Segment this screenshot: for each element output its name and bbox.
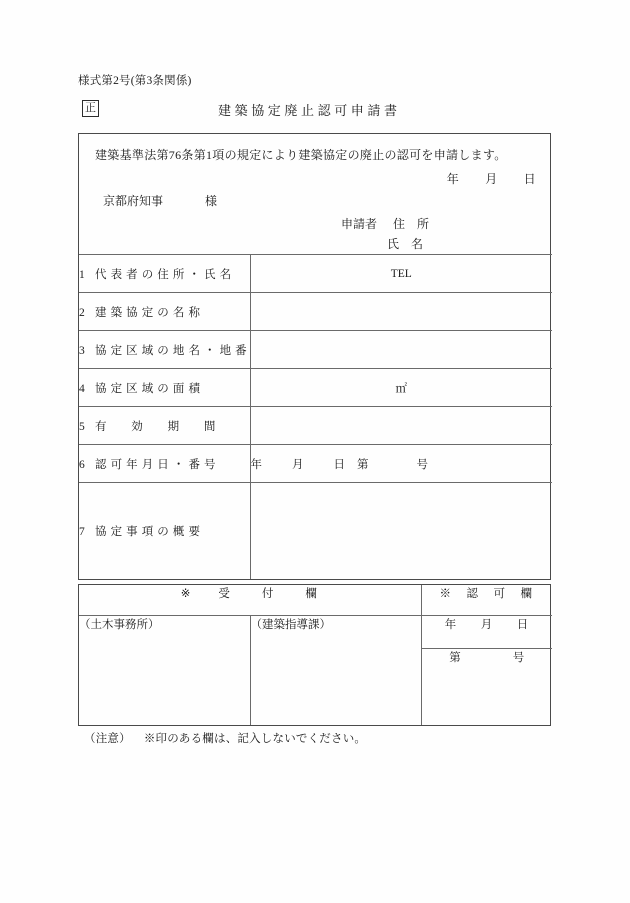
table-row — [79, 331, 552, 369]
row-value-4[interactable]: ㎡ — [250, 369, 552, 407]
official-use-table — [78, 584, 551, 726]
official-body-row — [79, 616, 552, 726]
row-label-text-1: 代 表 者 の 住 所 ・ 氏 名 — [95, 268, 232, 281]
table-row — [79, 483, 552, 580]
footnote-text: ※印のある欄は、記入しないでください。 — [143, 733, 367, 745]
approval-date-line[interactable] — [422, 616, 553, 649]
applicant-label: 申請者 — [341, 217, 378, 231]
row-number-3: 3 — [79, 344, 85, 357]
approval-number-row — [422, 649, 553, 726]
building-division-cell[interactable]: （建築指導課） — [250, 616, 421, 726]
row-label-text-3: 協 定 区 域 の 地 名 ・ 地 番 — [95, 344, 248, 357]
appr-month-label: 月 — [480, 619, 493, 631]
date-day-label: 日 — [523, 172, 536, 186]
row-label-1 — [79, 255, 250, 293]
row-value-1[interactable]: TEL — [250, 255, 552, 293]
footnote-prefix: （注意） — [84, 733, 131, 745]
submission-date — [447, 170, 536, 187]
table-row — [79, 255, 552, 293]
appr-dai-label: 第 — [449, 652, 461, 664]
approval-year-label: 年 — [250, 458, 262, 471]
table-row-intro — [79, 134, 552, 255]
receipt-header-uke: 受 — [218, 588, 232, 600]
civil-office-cell[interactable]: （土木事務所） — [79, 616, 250, 726]
receipt-mark-icon: ※ — [180, 588, 193, 600]
row-number-6: 6 — [79, 458, 85, 471]
row-label-4 — [79, 369, 250, 407]
addressee-line — [103, 192, 217, 209]
row-number-5: 5 — [79, 420, 85, 433]
row-number-4: 4 — [79, 382, 85, 395]
row-label-2 — [79, 293, 250, 331]
row-label-text-4: 協 定 区 域 の 面 積 — [95, 382, 201, 395]
addressee-name: 京都府知事 — [103, 194, 164, 208]
date-month-label: 月 — [485, 172, 498, 186]
row-label-7 — [79, 483, 250, 580]
appr-go-label: 号 — [512, 652, 525, 664]
appr-day-label: 日 — [516, 619, 529, 631]
approval-go-label: 号 — [416, 458, 428, 471]
receipt-section-header — [79, 585, 421, 616]
row-value-2[interactable] — [250, 293, 552, 331]
approval-section-header: ※ 認 可 欄 — [421, 585, 552, 616]
row-value-7[interactable] — [250, 483, 552, 580]
intro-cell — [79, 134, 552, 255]
applicant-address-line — [341, 215, 429, 232]
table-row — [79, 407, 552, 445]
row-number-1: 1 — [79, 268, 85, 281]
applicant-address-label: 住 所 — [393, 217, 430, 231]
main-form-table — [78, 133, 551, 580]
row-label-text-5: 有 効 期 間 — [95, 420, 216, 433]
receipt-header-tsuke: 付 — [261, 588, 276, 600]
appr-year-label: 年 — [444, 619, 457, 631]
footnote — [84, 730, 366, 746]
row-number-2: 2 — [79, 306, 85, 319]
row-label-text-2: 建 築 協 定 の 名 称 — [95, 306, 201, 319]
table-row — [79, 293, 552, 331]
date-year-label: 年 — [446, 172, 460, 186]
statement-text: 建築基準法第76条第1項の規定により建築協定の廃止の認可を申請します。 — [95, 148, 507, 162]
approval-number-line[interactable] — [422, 649, 553, 726]
title-row — [78, 100, 551, 126]
row-value-6[interactable] — [250, 445, 552, 483]
approval-dai-label: 第 — [357, 458, 369, 471]
table-row — [79, 369, 552, 407]
row-value-3[interactable] — [250, 331, 552, 369]
official-header-row — [79, 585, 552, 616]
row-value-5[interactable] — [250, 407, 552, 445]
addressee-honorific: 様 — [205, 194, 218, 208]
approval-month-label: 月 — [292, 458, 304, 471]
applicant-name-label: 氏 名 — [387, 237, 424, 251]
row-label-6 — [79, 445, 250, 483]
row-label-text-7: 協 定 事 項 の 概 要 — [95, 526, 201, 538]
row-label-5 — [79, 407, 250, 445]
applicant-name-line — [387, 235, 423, 252]
copy-mark-box: 正 — [82, 100, 99, 117]
row-label-text-6: 認 可 年 月 日 ・ 番 号 — [95, 458, 217, 471]
approval-day-label: 日 — [333, 458, 345, 471]
approval-cell — [421, 616, 552, 726]
approval-date-row — [422, 616, 553, 649]
receipt-header-ran: 欄 — [305, 588, 319, 600]
table-row — [79, 445, 552, 483]
row-number-7: 7 — [79, 526, 85, 538]
row-label-3 — [79, 331, 250, 369]
form-number: 様式第2号(第3条関係) — [78, 75, 192, 87]
page-title: 建築協定廃止認可申請書 — [218, 103, 401, 118]
